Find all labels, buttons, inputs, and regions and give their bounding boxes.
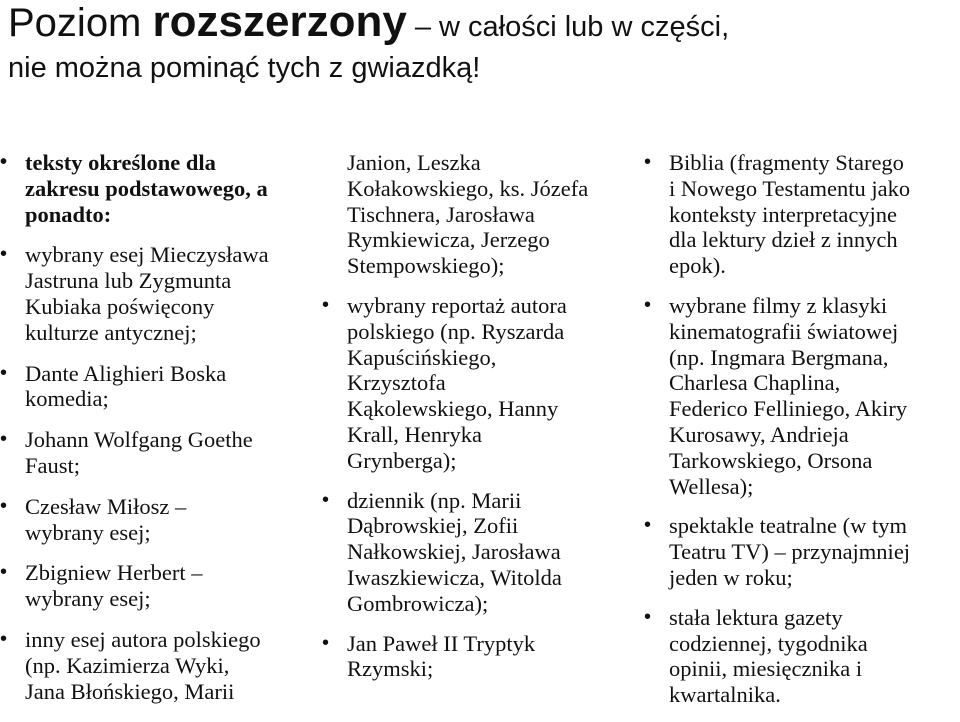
- list-item: [669, 293, 959, 499]
- item-line: Grynberga);: [347, 447, 457, 473]
- list-item: [25, 494, 320, 546]
- item-line: kinematografii światowej: [669, 318, 899, 344]
- list-item: [347, 293, 637, 474]
- list-item: [25, 627, 320, 704]
- title-line-2: nie można pominąć tych z gwiazdką!: [8, 52, 481, 84]
- list-item: [25, 427, 320, 479]
- item-line: komedia;: [25, 386, 109, 412]
- item-line: Krall, Henryka: [347, 421, 482, 447]
- item-line: • wybrane filmy z klasyki: [669, 292, 888, 318]
- item-line: • stała lektura gazety: [669, 604, 843, 630]
- item-line: Teatru TV) – przynajmniej: [669, 539, 911, 565]
- item-line: wybrany esej;: [25, 586, 151, 612]
- item-line: Nałkowskiej, Jarosława: [347, 539, 561, 565]
- item-line: kulturze antycznej;: [25, 319, 197, 345]
- item-line: Iwaszkiewicza, Witolda: [347, 564, 562, 590]
- item-line: konteksty interpretacyjne: [669, 201, 898, 227]
- title-line-1: [8, 0, 729, 51]
- item-line: polskiego (np. Ryszarda: [347, 318, 565, 344]
- item-line: Dąbrowskiej, Zofii: [347, 513, 519, 539]
- item-line: • teksty określone dla: [25, 150, 216, 175]
- list-item: [25, 150, 320, 227]
- list-item: [347, 488, 637, 617]
- title-part-1: Poziom: [8, 1, 153, 45]
- item-line: Jana Błońskiego, Marii: [25, 678, 235, 704]
- item-line: Kubiaka poświęcony: [25, 293, 215, 319]
- item-line: ponadto:: [25, 201, 112, 227]
- column-left: [25, 150, 320, 719]
- item-line: opinii, miesięcznika i: [669, 656, 863, 682]
- item-line: dla lektury dzieł z innych: [669, 227, 898, 253]
- title-part-3: – w całości lub w części,: [406, 11, 730, 43]
- item-line: Kołakowskiego, ks. Józefa: [347, 175, 589, 201]
- item-line: • wybrany esej Mieczysława: [25, 242, 269, 268]
- item-line: Rzymski;: [347, 656, 434, 682]
- column-middle: [347, 150, 637, 696]
- item-line: i Nowego Testamentu jako: [669, 175, 911, 201]
- list-item: [25, 560, 320, 612]
- list-item: [669, 605, 959, 708]
- list-item: [25, 361, 320, 413]
- item-line: Kapuścińskiego,: [347, 344, 497, 370]
- list-item: [25, 242, 320, 345]
- item-line: • Johann Wolfgang Goethe: [25, 427, 253, 453]
- list-item: [347, 631, 637, 683]
- list-item: [669, 150, 959, 279]
- item-line: • Czesław Miłosz –: [25, 493, 187, 519]
- list-item: [669, 513, 959, 590]
- item-line: Wellesa);: [669, 473, 754, 499]
- item-line: Gombrowicza);: [347, 590, 489, 616]
- item-line: • inny esej autora polskiego: [25, 626, 261, 652]
- item-line: (np. Kazimierza Wyki,: [25, 652, 230, 678]
- item-line: Tischnera, Jarosława: [347, 201, 535, 227]
- item-line: • Zbigniew Herbert –: [25, 560, 203, 586]
- item-line: Federico Felliniego, Akiry: [669, 396, 908, 422]
- item-line: Rymkiewicza, Jerzego: [347, 227, 550, 253]
- list-item-continuation: [347, 150, 637, 279]
- item-line: Stempowskiego);: [347, 253, 505, 279]
- item-line: codziennej, tygodnika: [669, 630, 868, 656]
- item-line: • Dante Alighieri Boska: [25, 360, 227, 386]
- item-line: epok).: [669, 253, 726, 279]
- item-line: wybrany esej;: [25, 519, 151, 545]
- item-line: (np. Ingmara Bergmana,: [669, 344, 889, 370]
- item-line: zakresu podstawowego, a: [25, 175, 268, 201]
- item-line: kwartalnika.: [669, 682, 781, 708]
- item-line: Jastruna lub Zygmunta: [25, 268, 232, 294]
- item-line: • dziennik (np. Marii: [347, 487, 522, 513]
- item-line: Charlesa Chaplina,: [669, 370, 841, 396]
- title-emphasis: rozszerzony: [152, 0, 407, 46]
- item-line: • spektakle teatralne (w tym: [669, 513, 908, 539]
- item-line: • Jan Paweł II Tryptyk: [347, 630, 536, 656]
- item-line: jeden w roku;: [669, 564, 793, 590]
- item-line: Kąkolewskiego, Hanny: [347, 396, 559, 422]
- item-line: Tarkowskiego, Orsona: [669, 447, 873, 473]
- item-line: Janion, Leszka: [347, 150, 481, 175]
- item-line: Krzysztofa: [347, 370, 446, 396]
- item-line: • Biblia (fragmenty Starego: [669, 150, 904, 175]
- item-line: Kurosawy, Andrieja: [669, 421, 849, 447]
- item-line: • wybrany reportaż autora: [347, 292, 567, 318]
- column-right: [669, 150, 959, 722]
- item-line: Faust;: [25, 452, 81, 478]
